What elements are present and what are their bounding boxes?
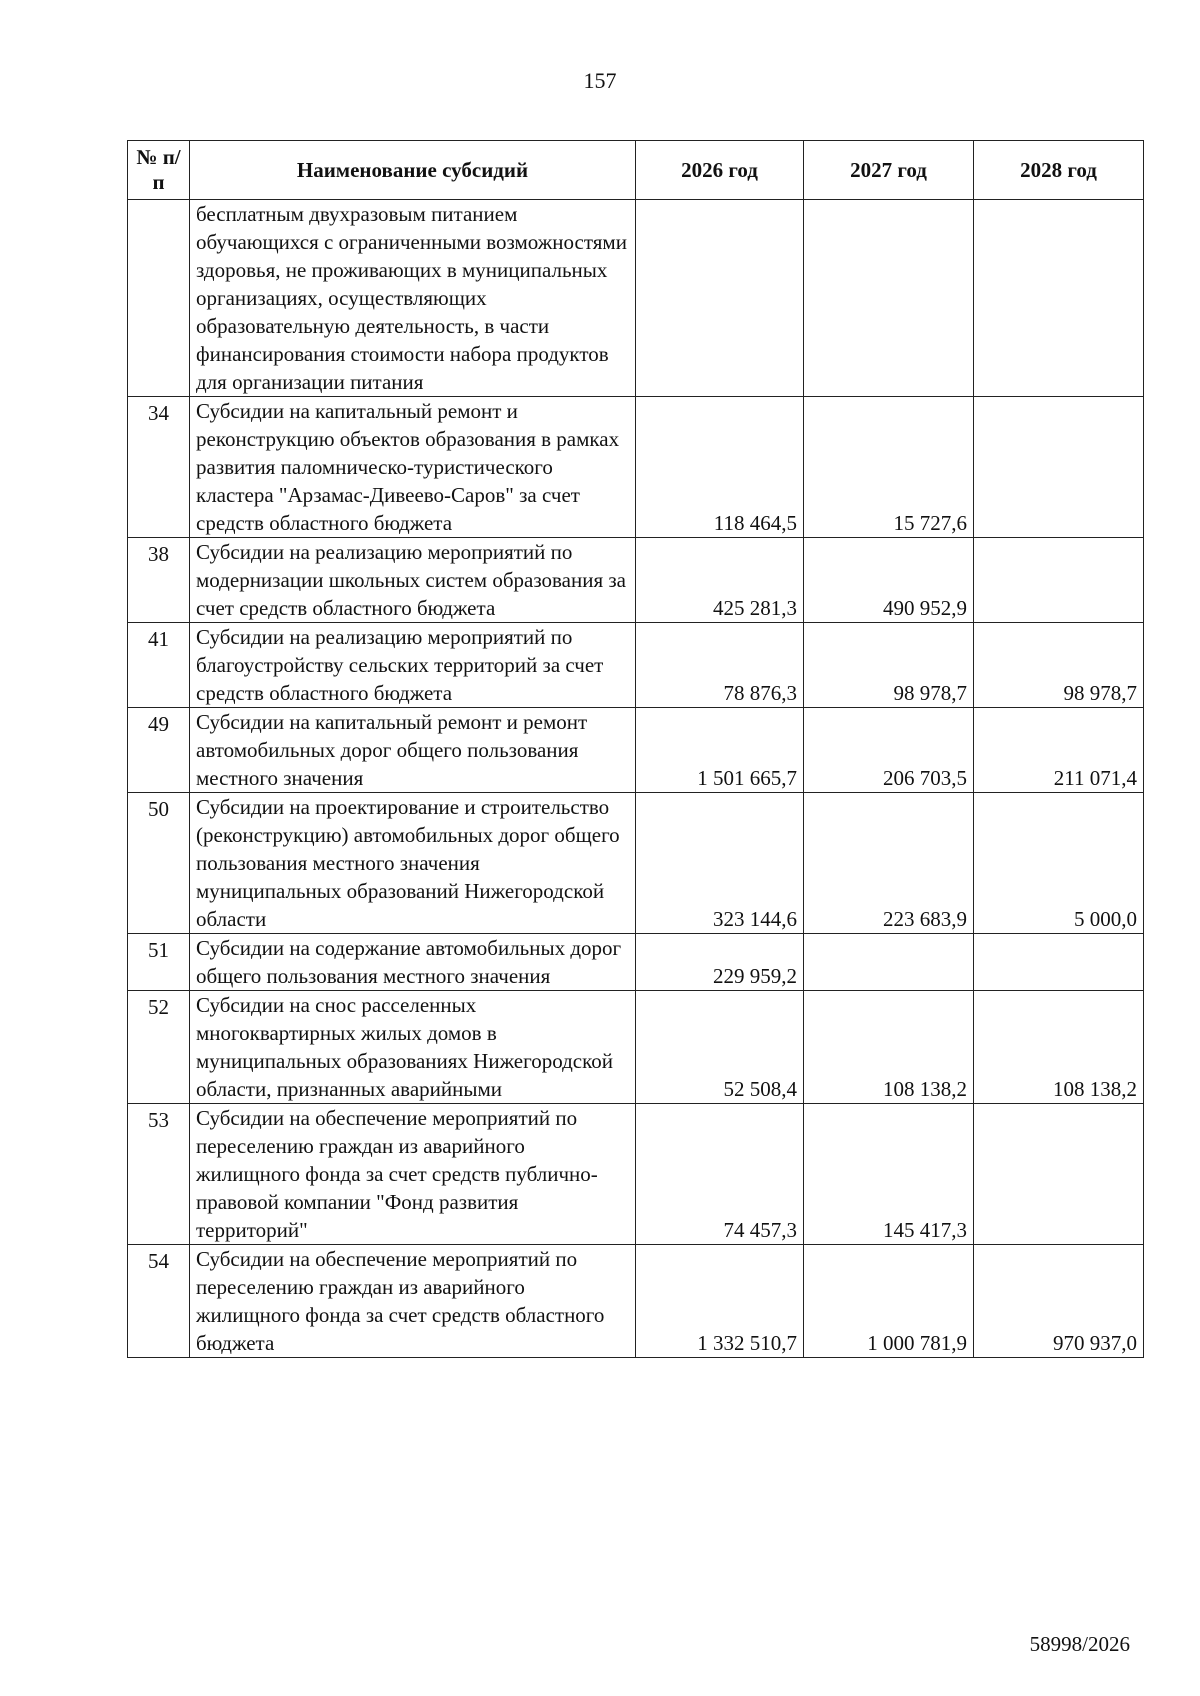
row-num: 53 [128,1104,190,1245]
row-name: Субсидии на снос расселенных многоквартирных жилых домов в муниципальных образованиях Нижегородской области, признанных аварийными [190,991,636,1104]
row-2026: 118 464,5 [636,397,804,538]
table-row [128,623,1144,708]
document-code: 58998/2026 [1029,1632,1130,1656]
row-num: 54 [128,1245,190,1358]
row-2026: 425 281,3 [636,538,804,623]
row-2028 [974,1104,1144,1245]
row-2027 [804,934,974,991]
row-name: Субсидии на реализацию мероприятий по модернизации школьных систем образования за счет средств областного бюджета [190,538,636,623]
page-number: 157 [583,68,617,93]
table-row [128,538,1144,623]
row-num: 51 [128,934,190,991]
row-2028 [974,538,1144,623]
row-2028: 108 138,2 [974,991,1144,1104]
row-num [128,200,190,397]
table-row [128,991,1144,1104]
table-row [128,397,1144,538]
row-2028 [974,397,1144,538]
header-row [128,141,1144,200]
row-2028: 98 978,7 [974,623,1144,708]
table-row [128,1104,1144,1245]
row-2027: 15 727,6 [804,397,974,538]
row-num: 41 [128,623,190,708]
row-name: Субсидии на реализацию мероприятий по благоустройству сельских территорий за счет средств областного бюджета [190,623,636,708]
row-name: Субсидии на обеспечение мероприятий по переселению граждан из аварийного жилищного фонда за счет средств публично-правовой компании "Фонд развития территорий" [190,1104,636,1245]
row-2028: 211 071,4 [974,708,1144,793]
row-2027: 108 138,2 [804,991,974,1104]
row-2028 [974,200,1144,397]
row-num: 38 [128,538,190,623]
row-2026: 52 508,4 [636,991,804,1104]
row-name: Субсидии на содержание автомобильных дорог общего пользования местного значения [190,934,636,991]
row-num: 52 [128,991,190,1104]
row-num: 49 [128,708,190,793]
table-row [128,708,1144,793]
row-2027: 98 978,7 [804,623,974,708]
row-num: 34 [128,397,190,538]
row-2026: 78 876,3 [636,623,804,708]
row-2028 [974,934,1144,991]
header-name: Наименование субсидий [190,141,636,200]
table-row [128,1245,1144,1358]
row-2026: 74 457,3 [636,1104,804,1245]
row-2027: 1 000 781,9 [804,1245,974,1358]
row-num: 50 [128,793,190,934]
header-2027: 2027 год [804,141,974,200]
row-name: бесплатным двухразовым питанием обучающихся с ограниченными возможностями здоровья, не проживающих в муниципальных организациях, осуществляющих образовательную деятельность, в части финансирования стоимости набора продуктов для организации питания [190,200,636,397]
table-body [128,200,1144,1358]
table-row [128,200,1144,397]
row-2027: 490 952,9 [804,538,974,623]
header-2028: 2028 год [974,141,1144,200]
row-name: Субсидии на капитальный ремонт и ремонт автомобильных дорог общего пользования местного значения [190,708,636,793]
row-2026: 229 959,2 [636,934,804,991]
row-name: Субсидии на обеспечение мероприятий по переселению граждан из аварийного жилищного фонда за счет средств областного бюджета [190,1245,636,1358]
header-num: № п/п [128,141,190,200]
row-2028: 5 000,0 [974,793,1144,934]
row-name: Субсидии на капитальный ремонт и реконструкцию объектов образования в рамках развития паломническо-туристического кластера "Арзамас-Дивеево-Саров" за счет средств областного бюджета [190,397,636,538]
table-header [128,141,1144,200]
row-2028: 970 937,0 [974,1245,1144,1358]
row-2026 [636,200,804,397]
row-2027 [804,200,974,397]
row-2026: 323 144,6 [636,793,804,934]
table-row [128,934,1144,991]
row-name: Субсидии на проектирование и строительство (реконструкцию) автомобильных дорог общего пользования местного значения муниципальных образований Нижегородской области [190,793,636,934]
row-2027: 145 417,3 [804,1104,974,1245]
subsidies-table [127,140,1144,1358]
table-row [128,793,1144,934]
row-2027: 223 683,9 [804,793,974,934]
row-2026: 1 332 510,7 [636,1245,804,1358]
row-2026: 1 501 665,7 [636,708,804,793]
header-2026: 2026 год [636,141,804,200]
row-2027: 206 703,5 [804,708,974,793]
